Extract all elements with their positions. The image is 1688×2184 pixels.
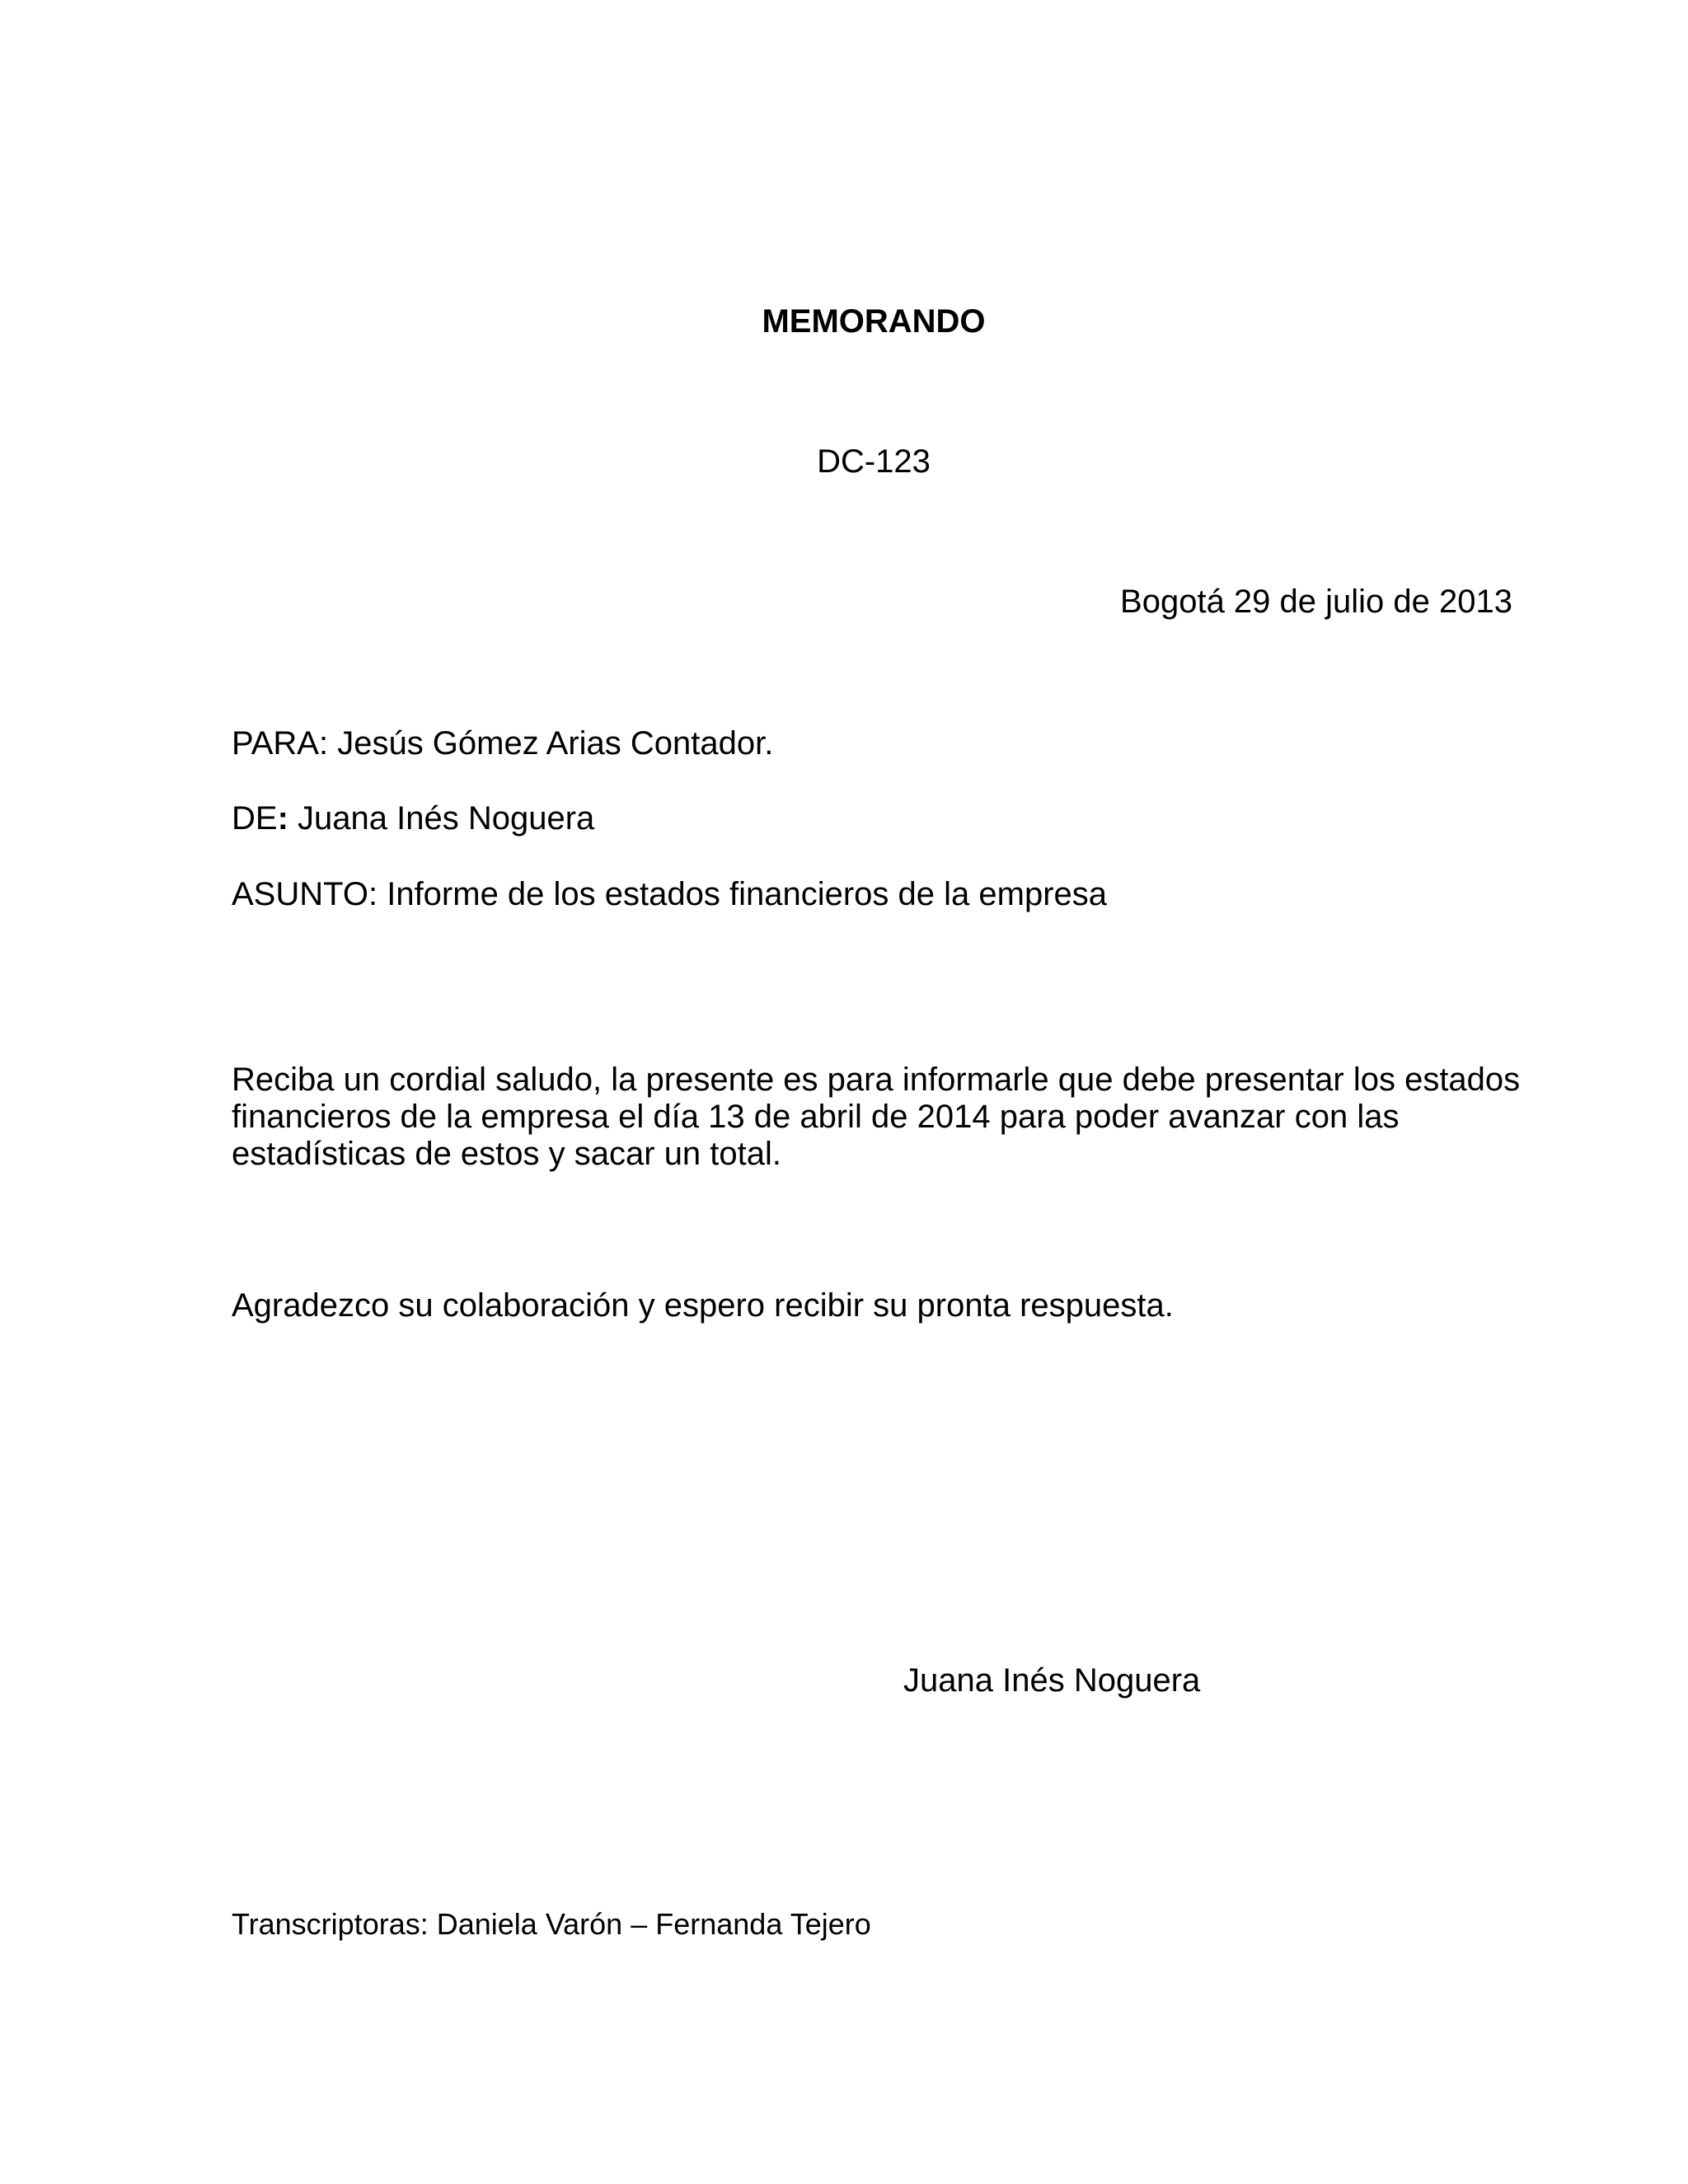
- from-label: DE: [232, 800, 278, 837]
- memo-body: Reciba un cordial saludo, la presente es para informarle que debe presentar los estados financieros de la empresa el día 13 de abril de 2014 para poder avanzar con las estadísticas de estos y sacar un total.: [232, 1062, 1521, 1172]
- subject-value: Informe de los estados financieros de la empresa: [387, 876, 1108, 912]
- transcribers-note: Transcriptoras: Daniela Varón – Fernanda Tejero: [232, 1907, 871, 1941]
- memo-closing: Agradezco su colaboración y espero recibir su pronta respuesta.: [232, 1287, 1174, 1324]
- to-label: PARA:: [232, 725, 329, 762]
- memo-reference: DC-123: [817, 443, 931, 480]
- to-value: Jesús Gómez Arias Contador.: [337, 725, 774, 762]
- to-line: [232, 724, 773, 762]
- from-line: [232, 799, 594, 837]
- signature-name: Juana Inés Noguera: [903, 1662, 1201, 1699]
- memo-date: Bogotá 29 de julio de 2013: [1120, 583, 1512, 620]
- subject-label: ASUNTO:: [232, 876, 378, 912]
- memo-title: MEMORANDO: [762, 303, 986, 340]
- from-value: Juana Inés Noguera: [298, 800, 595, 837]
- from-colon: :: [277, 800, 288, 837]
- subject-line: [232, 875, 1107, 913]
